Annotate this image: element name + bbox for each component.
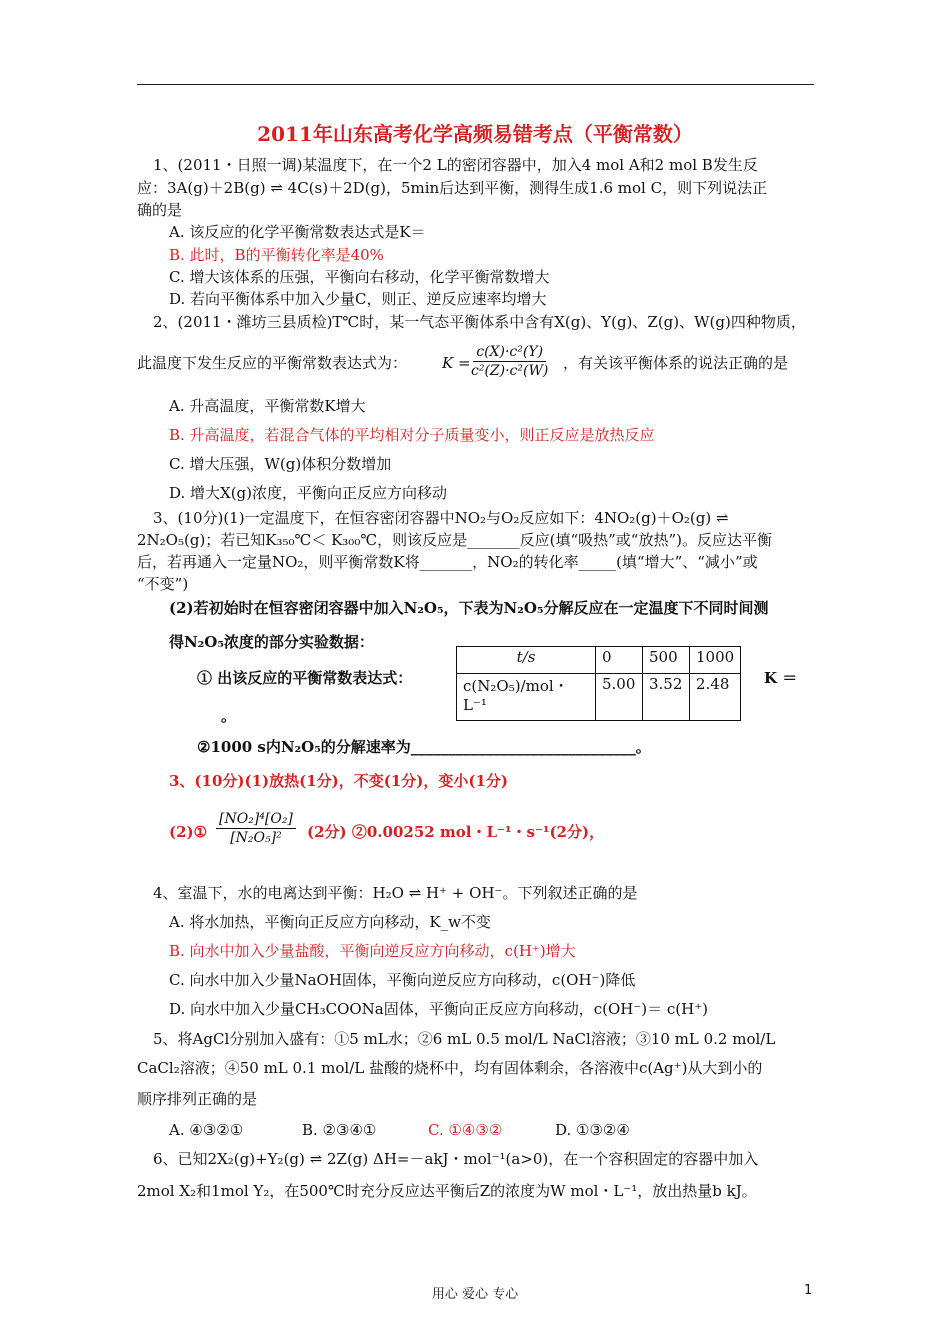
q3-part2-line2: 得N₂O₅浓度的部分实验数据： xyxy=(169,633,374,651)
q5-option-b: B. ②③④① xyxy=(302,1121,377,1139)
page-title: 2011年山东高考化学高频易错考点（平衡常数） xyxy=(257,122,693,146)
q3-line2: 2N₂O₅(g)；若已知K₃₅₀℃＜ K₃₀₀℃，则该反应是_______反应(填“吸热”或“放热”)。反应达平衡 xyxy=(137,531,772,549)
n2o5-data-table xyxy=(456,646,741,721)
q3-k-equals: K ＝ xyxy=(764,669,798,687)
q2-line2-end: ，有关该平衡体系的说法正确的是 xyxy=(563,354,789,372)
q3-period: 。 xyxy=(221,707,237,725)
table-header-time: t/s xyxy=(457,647,596,674)
table-header-cell: 500 xyxy=(643,647,690,674)
q3-item1: ① 出该反应的平衡常数表达式： xyxy=(197,669,413,687)
q3-answer-numerator: [NO₂]⁴[O₂] xyxy=(216,810,296,829)
q5-option-a: A. ④③②① xyxy=(169,1121,244,1139)
q3-item2: ②1000 s内N₂O₅的分解速率为______________________________。 xyxy=(197,738,651,756)
q4-option-c: C. 向水中加入少量NaOH固体，平衡向逆反应方向移动，c(OH⁻)降低 xyxy=(169,971,636,989)
q3-line3: 后，若再通入一定量NO₂，则平衡常数K将_______，NO₂的转化率_____(填“增大”、“减小”或 xyxy=(137,553,758,571)
q4-option-a: A. 将水加热，平衡向正反应方向移动，K_w不变 xyxy=(169,913,491,931)
q2-equilibrium-expression xyxy=(468,343,551,380)
header-rule xyxy=(137,84,814,85)
q5-option-c-answer: C. ①④③② xyxy=(428,1121,503,1139)
q2-fraction-numerator: c(X)·c²(Y) xyxy=(473,343,546,362)
q2-option-d: D. 增大X(g)浓度，平衡向正反应方向移动 xyxy=(169,484,448,502)
table-cell: 5.00 xyxy=(596,674,643,721)
q2-option-b-answer: B. 升高温度，若混合气体的平均相对分子质量变小，则正反应是放热反应 xyxy=(169,426,655,444)
q1-option-a: A. 该反应的化学平衡常数表达式是K＝ xyxy=(169,223,426,241)
table-row-label: c(N₂O₅)/mol・L⁻¹ xyxy=(457,674,596,721)
q4-option-b-answer: B. 向水中加入少量盐酸，平衡向逆反应方向移动，c(H⁺)增大 xyxy=(169,942,576,960)
q3-line1: 3、(10分)(1)一定温度下，在恒容密闭容器中NO₂与O₂反应如下：4NO₂(g)＋O₂(g) ⇌ xyxy=(153,509,729,527)
q2-line1: 2、(2011・潍坊三县质检)T℃时，某一气态平衡体系中含有X(g)、Y(g)、Z(g)、W(g)四种物质， xyxy=(153,313,806,331)
q5-line2: CaCl₂溶液；④50 mL 0.1 mol/L 盐酸的烧杯中，均有固体剩余，各溶液中c(Ag⁺)从大到小的 xyxy=(137,1059,763,1077)
q1-line3: 确的是 xyxy=(137,201,183,219)
q3-answer-prefix: (2)① xyxy=(169,823,208,841)
q2-line2-start: 此温度下发生反应的平衡常数表达式为： xyxy=(137,354,408,372)
table-header-cell: 1000 xyxy=(690,647,741,674)
q5-option-d: D. ①③②④ xyxy=(555,1121,630,1139)
q2-fraction-denominator: c²(Z)·c²(W) xyxy=(471,363,549,379)
q1-option-d: D. 若向平衡体系中加入少量C，则正、逆反应速率均增大 xyxy=(169,290,547,308)
q3-line4: “不变”) xyxy=(137,575,189,593)
q4-line1: 4、室温下，水的电离达到平衡：H₂O ⇌ H⁺ + OH⁻。下列叙述正确的是 xyxy=(153,884,638,902)
q5-line3: 顺序排列正确的是 xyxy=(137,1090,258,1108)
page-number: 1 xyxy=(804,1283,813,1298)
page-footer: 用心 爱心 专心 xyxy=(431,1287,519,1302)
q6-line1: 6、已知2X₂(g)+Y₂(g) ⇌ 2Z(g) ΔH=－akJ・mol⁻¹(a>0)，在一个容积固定的容器中加入 xyxy=(153,1150,759,1168)
q1-option-c: C. 增大该体系的压强，平衡向右移动，化学平衡常数增大 xyxy=(169,268,550,286)
q1-line2: 应：3A(g)＋2B(g) ⇌ 4C(s)＋2D(g)，5min后达到平衡，测得生成1.6 mol C，则下列说法正 xyxy=(137,179,768,197)
q3-part2-line1: (2)若初始时在恒容密闭容器中加入N₂O₅，下表为N₂O₅分解反应在一定温度下不同时间测 xyxy=(169,599,769,617)
q3-answer-part1: 3、(10分)(1)放热(1分)，不变(1分)，变小(1分) xyxy=(169,772,509,790)
q3-answer-expression xyxy=(216,810,296,847)
q2-k-symbol: K = xyxy=(442,354,471,372)
q5-line1: 5、将AgCl分别加入盛有：①5 mL水；②6 mL 0.5 mol/L NaCl溶液；③10 mL 0.2 mol/L xyxy=(153,1030,776,1048)
q2-option-a: A. 升高温度，平衡常数K增大 xyxy=(169,397,366,415)
table-header-row xyxy=(457,647,741,674)
q3-answer-denominator: [N₂O₅]² xyxy=(230,830,282,846)
table-cell: 3.52 xyxy=(643,674,690,721)
q1-option-b-answer: B. 此时，B的平衡转化率是40% xyxy=(169,246,384,264)
q4-option-d: D. 向水中加入少量CH₃COONa固体，平衡向正反应方向移动，c(OH⁻)＝ c(H⁺) xyxy=(169,1000,709,1018)
q1-line1: 1、(2011・日照一调)某温度下，在一个2 L的密闭容器中，加入4 mol A和2 mol B发生反 xyxy=(153,156,758,174)
q6-line2: 2mol X₂和1mol Y₂，在500℃时充分反应达平衡后Z的浓度为W mol・L⁻¹，放出热量b kJ。 xyxy=(137,1182,757,1200)
q3-answer-rest: (2分) ②0.00252 mol・L⁻¹・s⁻¹(2分)， xyxy=(307,823,605,841)
table-header-cell: 0 xyxy=(596,647,643,674)
table-cell: 2.48 xyxy=(690,674,741,721)
q2-option-c: C. 增大压强，W(g)体积分数增加 xyxy=(169,455,392,473)
table-row xyxy=(457,674,741,721)
